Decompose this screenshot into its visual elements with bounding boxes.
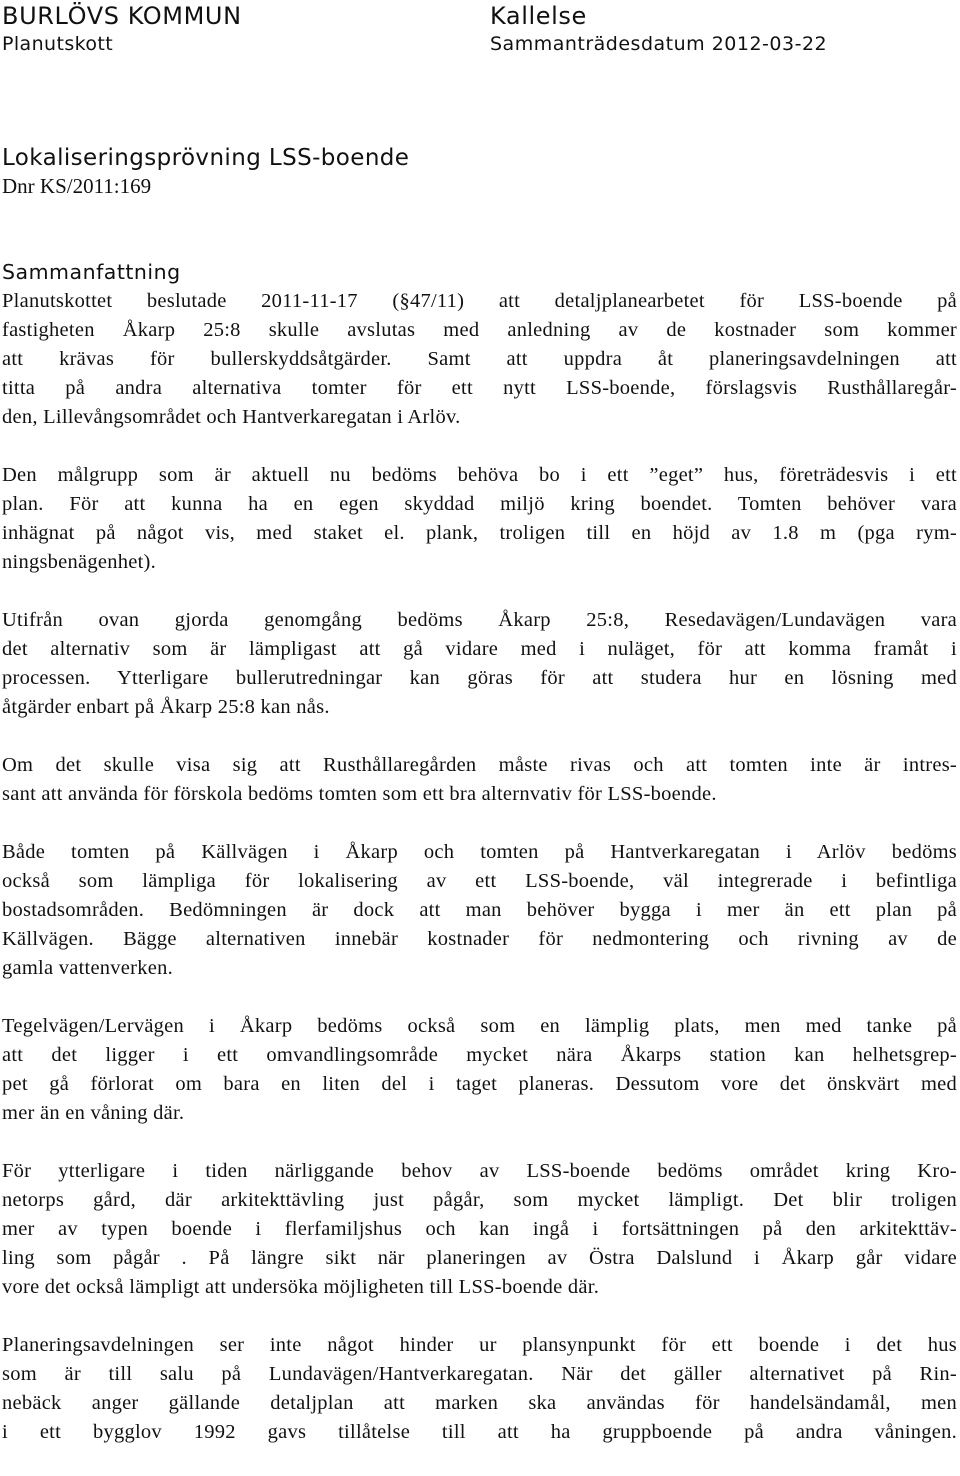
organization-name: BURLÖVS KOMMUN xyxy=(2,2,242,30)
text-line: ling som pågår . På längre sikt när planeringen av Östra Dalslund i Åkarp går vidare xyxy=(2,1247,957,1269)
text-line: den, Lillevångsområdet och Hantverkaregatan i Arlöv. xyxy=(2,406,461,428)
text-line: bostadsområden. Bedömningen är dock att man behöver bygga i mer än ett plan på xyxy=(2,899,957,921)
text-line: För ytterligare i tiden närliggande behov av LSS-boende bedöms området kring Kro- xyxy=(2,1160,957,1182)
text-line: ningsbenägenhet). xyxy=(2,551,156,573)
text-line: Planeringsavdelningen ser inte något hinder ur plansynpunkt för ett boende i det hus xyxy=(2,1334,957,1356)
text-line: i ett bygglov 1992 gavs tillåtelse till att ha gruppboende på andra våningen. xyxy=(2,1421,957,1443)
text-line: gamla vattenverken. xyxy=(2,957,173,979)
summary-paragraph-7 xyxy=(2,1157,957,1302)
text-line: netorps gård, där arkitekttävling just pågår, som mycket lämpligt. Det blir troligen xyxy=(2,1189,957,1211)
text-line: fastigheten Åkarp 25:8 skulle avslutas med anledning av de kostnader som kommer xyxy=(2,319,957,341)
summary-paragraph-2 xyxy=(2,461,957,577)
text-line: sant att använda för förskola bedöms tomten som ett bra alternvativ för LSS-boende. xyxy=(2,783,717,805)
text-line: Källvägen. Bägge alternativen innebär kostnader för nedmontering och rivning av de xyxy=(2,928,957,950)
summary-section xyxy=(2,258,957,1476)
text-line: Tegelvägen/Lervägen i Åkarp bedöms också som en lämplig plats, men med tanke på xyxy=(2,1015,957,1037)
text-line: processen. Ytterligare bullerutredningar kan göras för att studera hur en lösning med xyxy=(2,667,957,689)
summary-paragraph-8 xyxy=(2,1331,957,1447)
summary-paragraph-4 xyxy=(2,751,957,809)
summary-paragraph-3 xyxy=(2,606,957,722)
text-line: Både tomten på Källvägen i Åkarp och tomten på Hantverkaregatan i Arlöv bedöms xyxy=(2,841,957,863)
text-line: åtgärder enbart på Åkarp 25:8 kan nås. xyxy=(2,696,330,718)
text-line: titta på andra alternativa tomter för ett nytt LSS-boende, förslagsvis Rusthållaregår- xyxy=(2,377,957,399)
text-line: Den målgrupp som är aktuell nu bedöms behöva bo i ett ”eget” hus, företrädesvis i ett xyxy=(2,464,957,486)
text-line: att det ligger i ett omvandlingsområde mycket nära Åkarps station kan helhetsgrep- xyxy=(2,1044,957,1066)
text-line: också som lämpliga för lokalisering av ett LSS-boende, väl integrerade i befintliga xyxy=(2,870,957,892)
text-line: att krävas för bullerskyddsåtgärder. Samt att uppdra åt planeringsavdelningen att xyxy=(2,348,957,370)
text-line: plan. För att kunna ha en egen skyddad miljö kring boendet. Tomten behöver vara xyxy=(2,493,957,515)
summary-paragraph-6 xyxy=(2,1012,957,1128)
text-line: nebäck anger gällande detaljplan att marken ska användas för handelsändamål, men xyxy=(2,1392,957,1414)
text-line: det alternativ som är lämpligast att gå vidare med i nuläget, för att komma framåt i xyxy=(2,638,957,660)
text-line: som är till salu på Lundavägen/Hantverkaregatan. När det gäller alternativet på Rin- xyxy=(2,1363,957,1385)
summary-paragraph-5 xyxy=(2,838,957,983)
text-line: inhägnat på något vis, med staket el. plank, troligen till en höjd av 1.8 m (pga rym- xyxy=(2,522,957,544)
text-line: pet gå förlorat om bara en liten del i taget planeras. Dessutom vore det önskvärt med xyxy=(2,1073,957,1095)
text-line: mer än en våning där. xyxy=(2,1102,185,1124)
summary-paragraph-1 xyxy=(2,287,957,432)
text-line: vore det också lämpligt att undersöka möjligheten till LSS-boende där. xyxy=(2,1276,600,1298)
case-title: Lokaliseringsprövning LSS-boende xyxy=(2,145,410,171)
text-line: mer av typen boende i flerfamiljshus och kan ingå i fortsättningen på den arkitekttäv- xyxy=(2,1218,957,1240)
text-line: Om det skulle visa sig att Rusthållaregården måste rivas och att tomten inte är intres- xyxy=(2,754,957,776)
registration-number: Dnr KS/2011:169 xyxy=(2,174,152,198)
summary-heading: Sammanfattning xyxy=(2,260,181,284)
committee-name: Planutskott xyxy=(2,33,114,55)
document-type: Kallelse xyxy=(490,2,587,30)
text-line: Planutskottet beslutade 2011-11-17 (§47/11) att detaljplanearbetet för LSS-boende på xyxy=(2,290,957,312)
text-line: Utifrån ovan gjorda genomgång bedöms Åkarp 25:8, Resedavägen/Lundavägen vara xyxy=(2,609,957,631)
meeting-date: Sammanträdesdatum 2012-03-22 xyxy=(490,33,828,55)
